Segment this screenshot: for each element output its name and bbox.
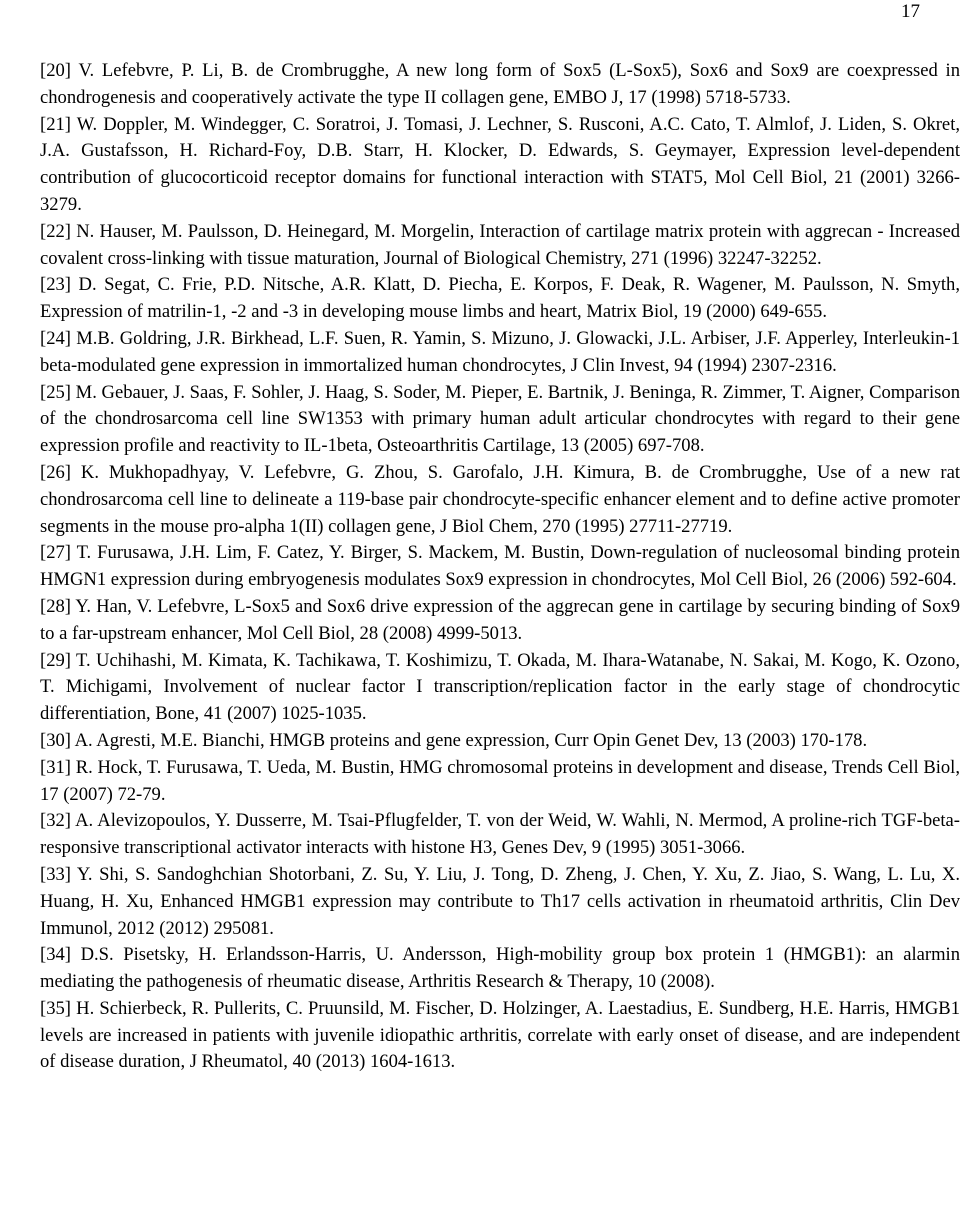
reference-text: N. Hauser, M. Paulsson, D. Heinegard, M. Morgelin, Interaction of cartilage matrix protein with aggrecan - Increased covalent cross-linking with tissue maturation, Journal of Biological Chemistry, 271 (1996) 32247-32252. xyxy=(40,220,960,269)
reference-item xyxy=(40,112,960,219)
reference-item xyxy=(40,942,960,996)
reference-label: [30] xyxy=(40,729,71,751)
reference-text: D. Segat, C. Frie, P.D. Nitsche, A.R. Klatt, D. Piecha, E. Korpos, F. Deak, R. Wagener, M. Paulsson, N. Smyth, Expression of matrilin-1, -2 and -3 in developing mouse limbs and heart, Matrix Biol, 19 (2000) 649-655. xyxy=(40,274,960,323)
reference-item xyxy=(40,996,960,1076)
reference-text: K. Mukhopadhyay, V. Lefebvre, G. Zhou, S. Garofalo, J.H. Kimura, B. de Crombrugghe, Use of a new rat chondrosarcoma cell line to delineate a 119-base pair chondrocyte-specific enhancer element and to define active promoter segments in the mouse pro-alpha 1(II) collagen gene, J Biol Chem, 270 (1995) 27711-27719. xyxy=(40,461,960,537)
reference-label: [31] xyxy=(40,756,71,778)
reference-item xyxy=(40,460,960,540)
reference-text: A. Alevizopoulos, Y. Dusserre, M. Tsai-Pflugfelder, T. von der Weid, W. Wahli, N. Mermod, A proline-rich TGF-beta-responsive transcriptional activator interacts with histone H3, Genes Dev, 9 (1995) 3051-3066. xyxy=(40,810,960,859)
reference-label: [29] xyxy=(40,649,71,671)
reference-text: A. Agresti, M.E. Bianchi, HMGB proteins and gene expression, Curr Opin Genet Dev, 13 (2003) 170-178. xyxy=(74,729,868,751)
reference-label: [25] xyxy=(40,381,71,403)
page-number: 17 xyxy=(901,1,920,22)
reference-item xyxy=(40,326,960,380)
reference-label: [26] xyxy=(40,461,71,483)
reference-label: [32] xyxy=(40,810,71,832)
reference-text: Y. Han, V. Lefebvre, L-Sox5 and Sox6 drive expression of the aggrecan gene in cartilage by securing binding of Sox9 to a far-upstream enhancer, Mol Cell Biol, 28 (2008) 4999-5013. xyxy=(40,595,960,644)
reference-label: [34] xyxy=(40,944,71,966)
reference-label: [21] xyxy=(40,113,71,135)
reference-item xyxy=(40,58,960,112)
reference-item xyxy=(40,272,960,326)
reference-item xyxy=(40,648,960,728)
reference-text: Y. Shi, S. Sandoghchian Shotorbani, Z. Su, Y. Liu, J. Tong, D. Zheng, J. Chen, Y. Xu, Z. Jiao, S. Wang, L. Lu, X. Huang, H. Xu, Enhanced HMGB1 expression may contribute to Th17 cells activation in rheumatoid arthritis, Clin Dev Immunol, 2012 (2012) 295081. xyxy=(40,863,960,939)
reference-label: [20] xyxy=(40,60,71,81)
reference-item xyxy=(40,808,960,862)
reference-text: T. Furusawa, J.H. Lim, F. Catez, Y. Birger, S. Mackem, M. Bustin, Down-regulation of nucleosomal binding protein HMGN1 expression during embryogenesis modulates Sox9 expression in chondrocytes, Mol Cell Biol, 26 (2006) 592-604. xyxy=(40,542,960,591)
reference-label: [28] xyxy=(40,595,71,617)
reference-item xyxy=(40,540,960,594)
reference-item xyxy=(40,728,960,755)
reference-label: [22] xyxy=(40,220,71,242)
reference-list xyxy=(40,58,960,1076)
reference-label: [35] xyxy=(40,997,71,1019)
reference-text: M.B. Goldring, J.R. Birkhead, L.F. Suen, R. Yamin, S. Mizuno, J. Glowacki, J.L. Arbiser, J.F. Apperley, Interleukin-1 beta-modulated gene expression in immortalized human chondrocytes, J Clin Invest, 94 (1994) 2307-2316. xyxy=(40,327,960,376)
reference-item xyxy=(40,862,960,942)
reference-text: R. Hock, T. Furusawa, T. Ueda, M. Bustin, HMG chromosomal proteins in development and disease, Trends Cell Biol, 17 (2007) 72-79. xyxy=(40,756,960,805)
reference-label: [27] xyxy=(40,542,71,564)
reference-label: [24] xyxy=(40,327,71,349)
reference-text: V. Lefebvre, P. Li, B. de Crombrugghe, A new long form of Sox5 (L-Sox5), Sox6 and Sox9 are coexpressed in chondrogenesis and cooperatively activate the type II collagen gene, EMBO J, 17 (1998) 5718-5733. xyxy=(40,60,960,108)
reference-label: [33] xyxy=(40,863,71,885)
reference-item xyxy=(40,219,960,273)
reference-text: D.S. Pisetsky, H. Erlandsson-Harris, U. Andersson, High-mobility group box protein 1 (HMGB1): an alarmin mediating the pathogenesis of rheumatic disease, Arthritis Research & Therapy, 10 (2008). xyxy=(40,944,960,993)
reference-text: W. Doppler, M. Windegger, C. Soratroi, J. Tomasi, J. Lechner, S. Rusconi, A.C. Cato, T. Almlof, J. Liden, S. Okret, J.A. Gustafsson, H. Richard-Foy, D.B. Starr, H. Klocker, D. Edwards, S. Geymayer, Expression level-dependent contribution of glucocorticoid receptor domains for functional interaction with STAT5, Mol Cell Biol, 21 (2001) 3266-3279. xyxy=(40,113,960,215)
reference-item xyxy=(40,755,960,809)
reference-text: M. Gebauer, J. Saas, F. Sohler, J. Haag, S. Soder, M. Pieper, E. Bartnik, J. Beninga, R. Zimmer, T. Aigner, Comparison of the chondrosarcoma cell line SW1353 with primary human adult articular chondrocytes with regard to their gene expression profile and reactivity to IL-1beta, Osteoarthritis Cartilage, 13 (2005) 697-708. xyxy=(40,381,960,457)
reference-text: T. Uchihashi, M. Kimata, K. Tachikawa, T. Koshimizu, T. Okada, M. Ihara-Watanabe, N. Sakai, M. Kogo, K. Ozono, T. Michigami, Involvement of nuclear factor I transcription/replication factor in the early stage of chondrocytic differentiation, Bone, 41 (2007) 1025-1035. xyxy=(40,649,960,725)
reference-label: [23] xyxy=(40,274,71,296)
reference-item xyxy=(40,380,960,460)
reference-item xyxy=(40,594,960,648)
reference-text: H. Schierbeck, R. Pullerits, C. Pruunsild, M. Fischer, D. Holzinger, A. Laestadius, E. Sundberg, H.E. Harris, HMGB1 levels are increased in patients with juvenile idiopathic arthritis, correlate with early onset of disease, and are independent of disease duration, J Rheumatol, 40 (2013) 1604-1613. xyxy=(40,997,960,1073)
